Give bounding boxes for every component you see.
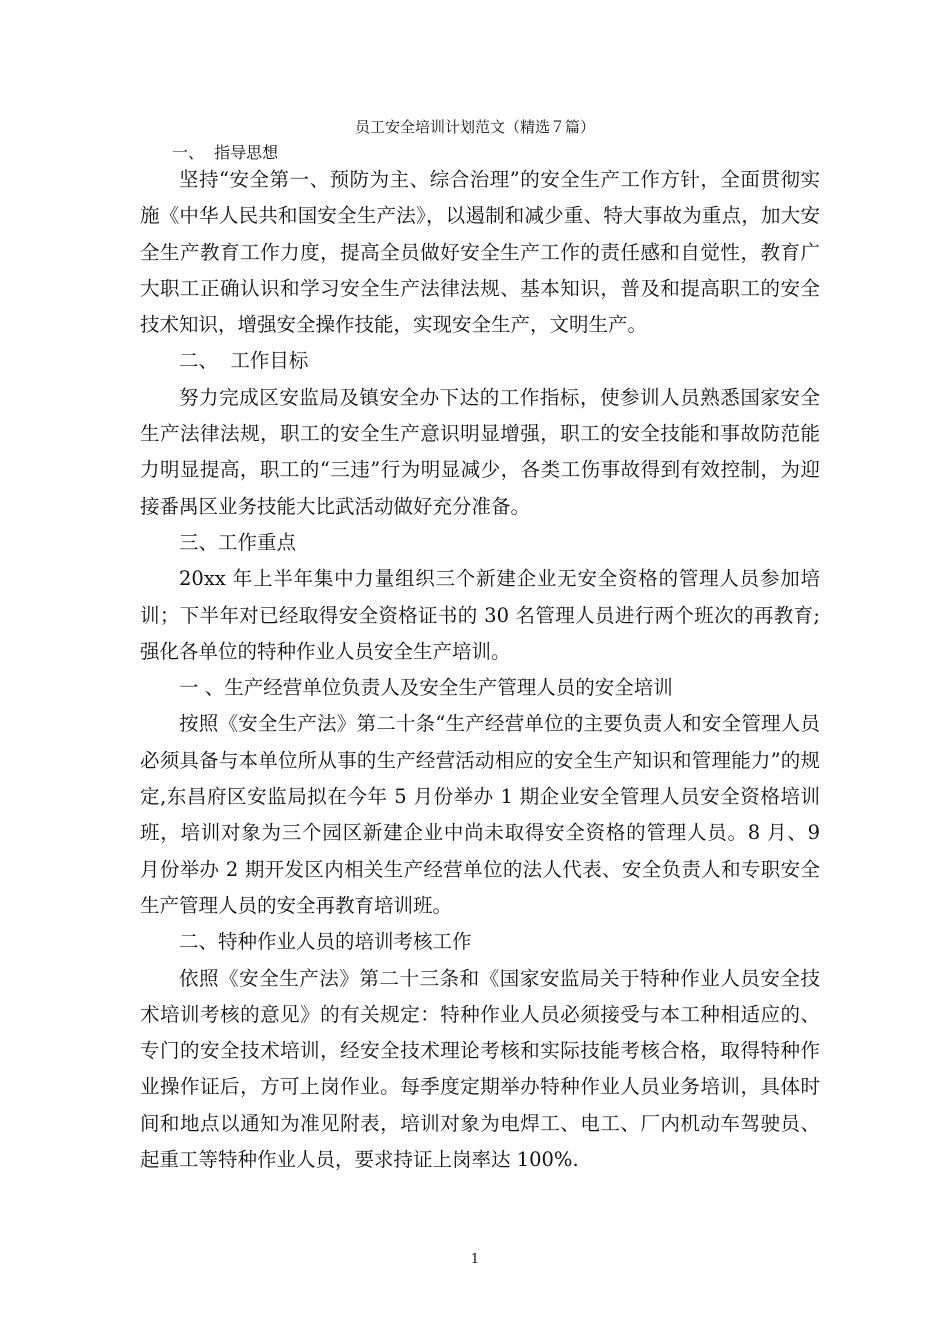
paragraph-guiding-thought: 坚持“安全第一、预防为主、综合治理”的安全生产工作方针，全面贯彻实施《中华人民共和国安全生产法》，以遏制和减少重、特大事故为重点，加大安全生产教育工作力度，提高全员做好安全生产工作的责任感和自觉性，教育广大职工正确认识和学习安全生产法律法规、基本知识，普及和提高职工的安全技术知识，增强安全操作技能，实现安全生产，文明生产。 bbox=[140, 168, 820, 337]
section-heading-work-focus: 三、工作重点 bbox=[179, 530, 297, 554]
section-heading-work-goals: 二、 工作目标 bbox=[179, 349, 309, 373]
page-title: 员工安全培训计划范文（精选７篇） bbox=[354, 118, 595, 136]
paragraph-special-operations: 依照《安全生产法》第二十三条和《国家安监局关于特种作业人员安全技术培训考核的意见》的有关规定：特种作业人员必须接受与本工种相适应的、专门的安全技术培训，经安全技术理论考核和实际技能考核合格，取得特种作业操作证后，方可上岗作业。每季度定期举办特种作业人员业务培训，具体时间和地点以通知为准见附表，培训对象为电焊工、电工、厂内机动车驾驶员、起重工等特种作业人员，要求持证上岗率达 100%. bbox=[140, 966, 820, 1172]
document-body bbox=[140, 162, 820, 1178]
paragraph-work-focus: 20xx 年上半年集中力量组织三个新建企业无安全资格的管理人员参加培训；下半年对已经取得安全资格证书的 30 名管理人员进行两个班次的再教育;强化各单位的特种作业人员安全生产培训。 bbox=[140, 567, 820, 663]
paragraph-manager-training: 按照《安全生产法》第二十条“生产经营单位的主要负责人和安全管理人员必须具备与本单位所从事的生产经营活动相应的安全生产知识和管理能力”的规定,东昌府区安监局拟在今年 5 月份举办 1 期企业安全管理人员安全资格培训班，培训对象为三个园区新建企业中尚未取得安全资格的管理人员。8 月、9 月份举办 2 期开发区内相关生产经营单位的法人代表、安全负责人和专职安全生产管理人员的安全再教育培训班。 bbox=[140, 712, 820, 917]
paragraph-work-goals: 努力完成区安监局及镇安全办下达的工作指标，使参训人员熟悉国家安全生产法律法规，职工的安全生产意识明显增强，职工的安全技能和事故防范能力明显提高，职工的“三违”行为明显减少，各类工伤事故得到有效控制，为迎接番禺区业务技能大比武活动做好充分准备。 bbox=[140, 385, 820, 518]
subsection-heading-special-operations: 二、特种作业人员的培训考核工作 bbox=[179, 930, 472, 954]
subsection-heading-manager-training: 一 、生产经营单位负责人及安全生产管理人员的安全培训 bbox=[179, 676, 673, 700]
page-number: 1 bbox=[470, 1252, 480, 1267]
section-heading-guiding-thought: 一、 指导思想 bbox=[172, 143, 279, 162]
